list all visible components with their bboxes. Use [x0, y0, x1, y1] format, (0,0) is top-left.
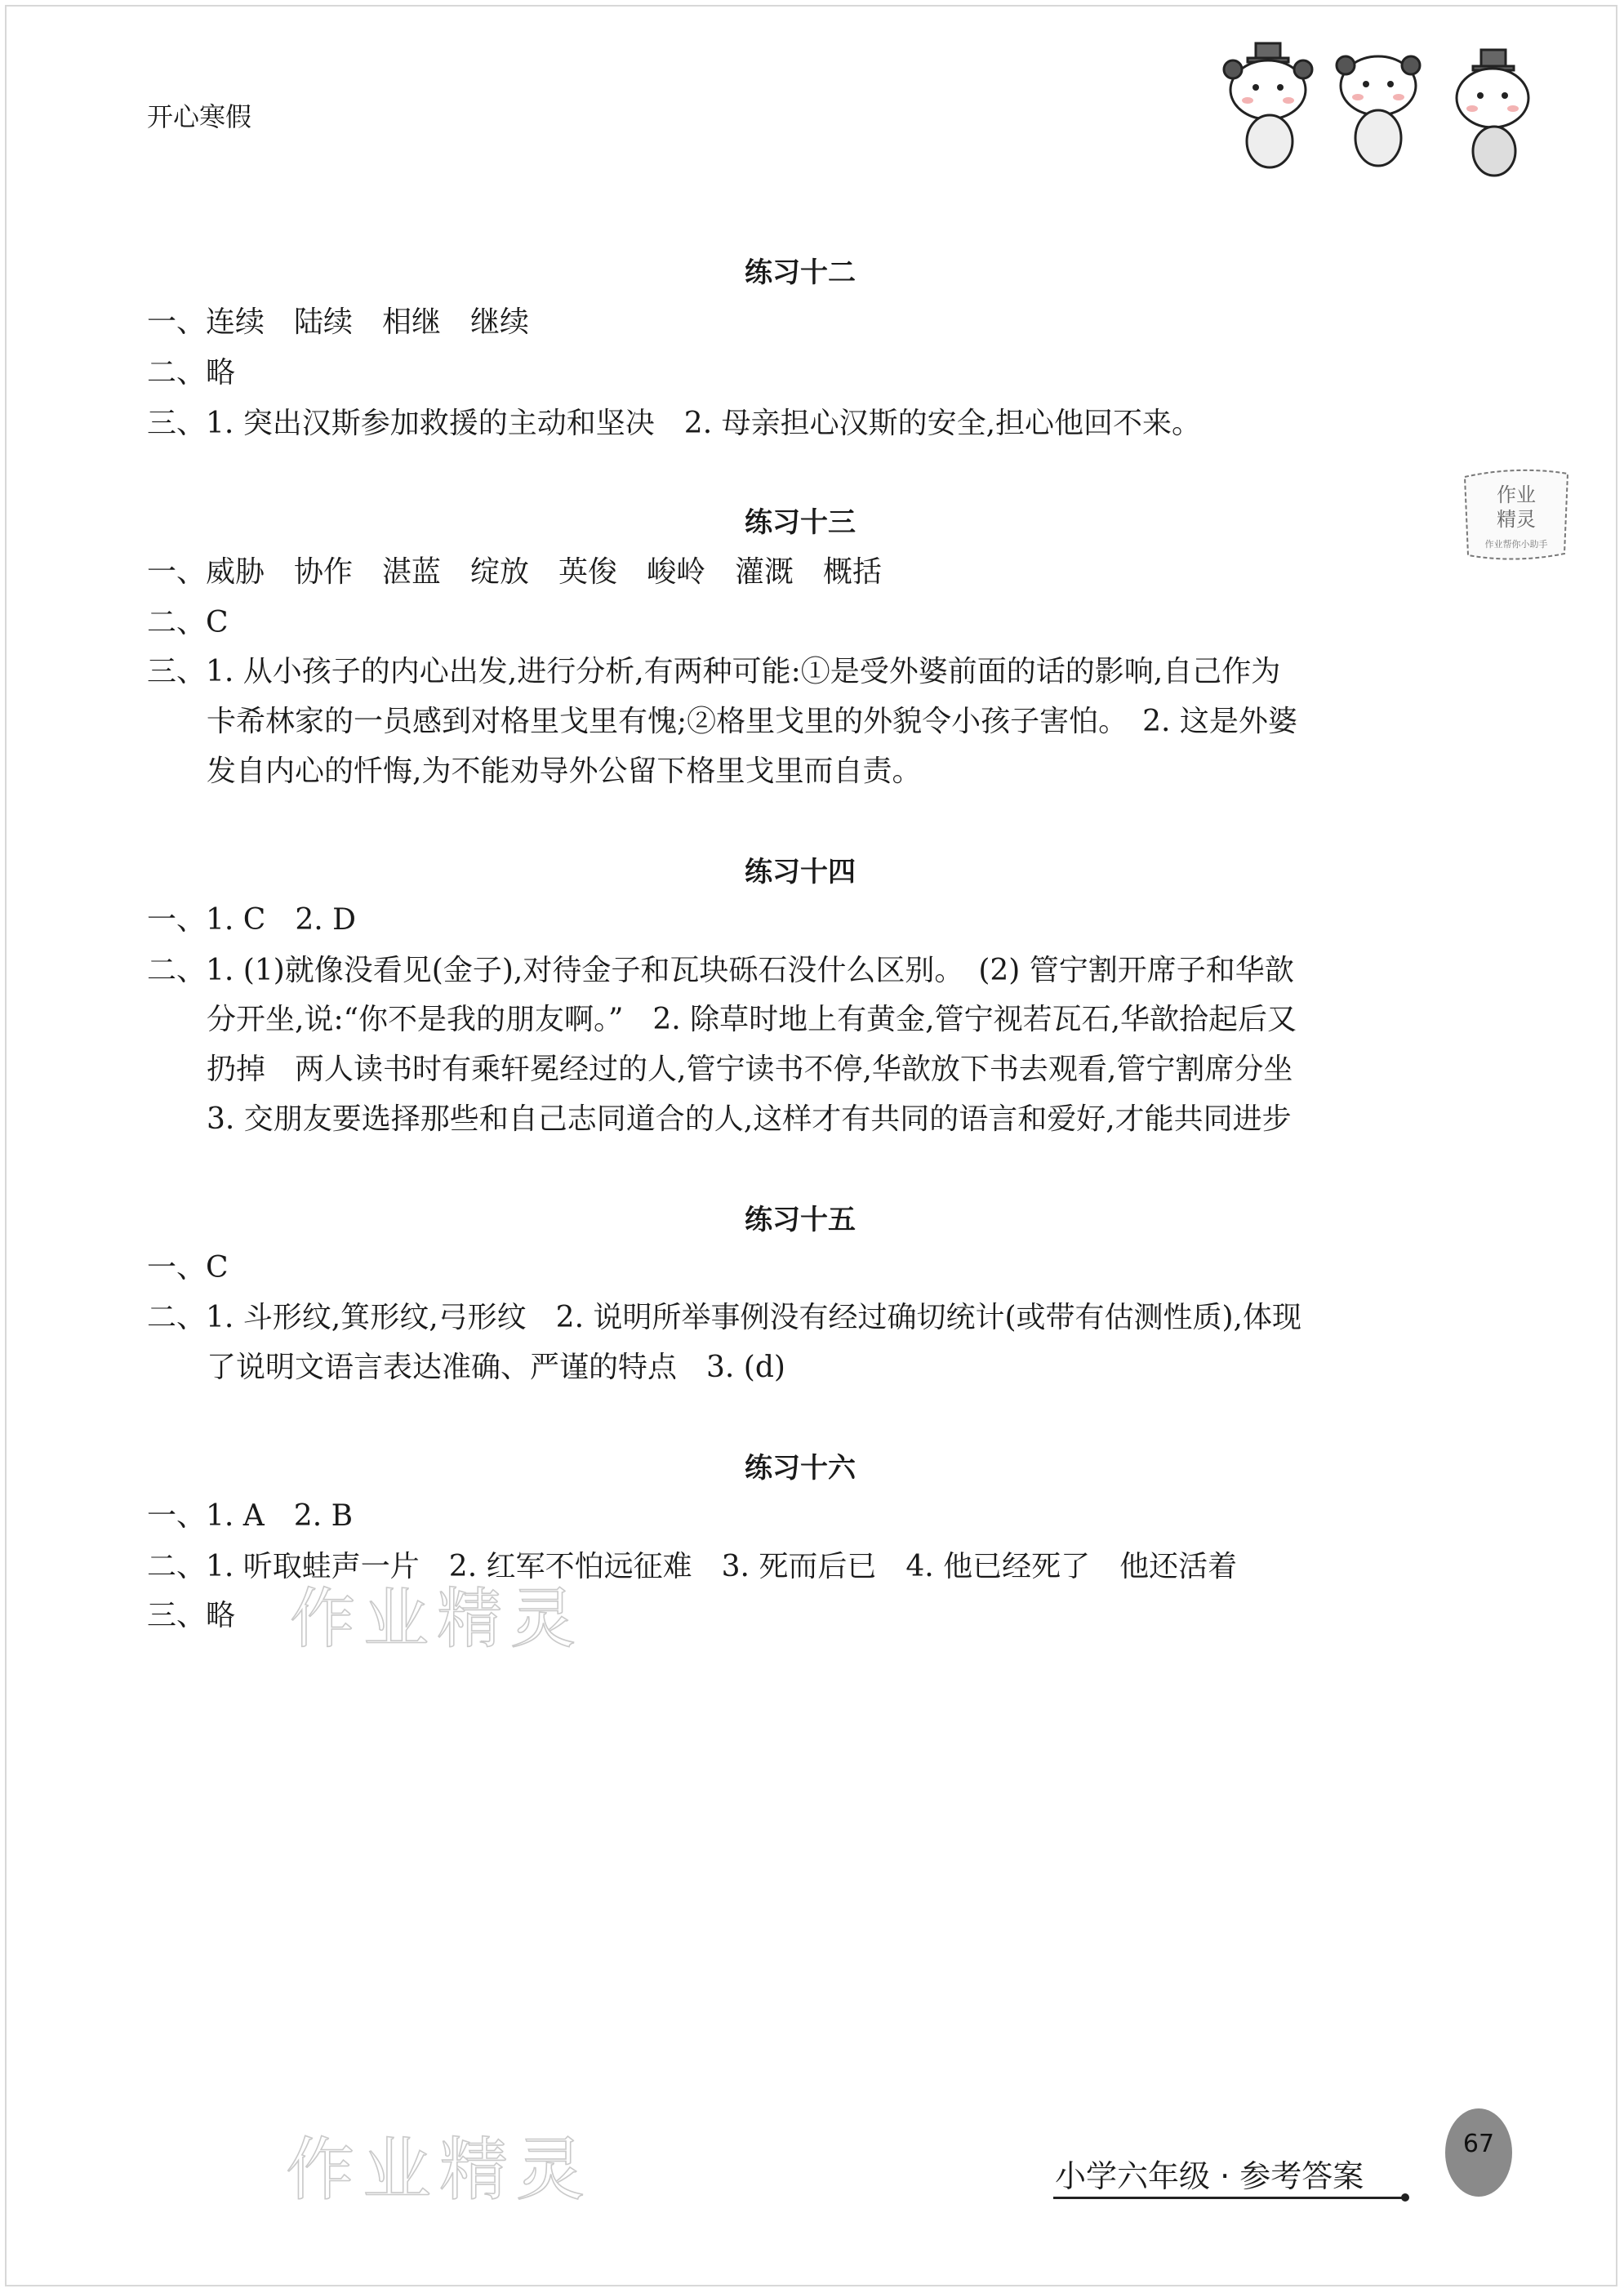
header-title: 开心寒假 — [147, 101, 252, 132]
svg-text:作业帮你小助手: 作业帮你小助手 — [1484, 539, 1548, 550]
watermark: 作业精灵 — [286, 2130, 594, 2210]
answer-line: 一、C — [147, 1251, 229, 1285]
answer-line: 发自内心的忏悔,为不能劝导外公留下格里戈里而自责。 — [207, 755, 922, 788]
answer-line: 二、C — [147, 606, 229, 639]
answer-line: 了说明文语言表达准确、严谨的特点 3. (d) — [207, 1351, 785, 1384]
svg-text:精灵: 精灵 — [1497, 508, 1536, 531]
footer-dot — [1401, 2193, 1409, 2202]
answer-line: 二、1. 斗形纹,箕形纹,弓形纹 2. 说明所举事例没有经过确切统计(或带有估测性质),体现 — [147, 1301, 1302, 1334]
answer-line: 3. 交朋友要选择那些和自己志同道合的人,这样才有共同的语言和爱好,才能共同进步 — [207, 1102, 1292, 1136]
answer-line: 扔掉 两人读书时有乘轩冕经过的人,管宁读书不停,华歆放下书去观看,管宁割席分坐 — [207, 1053, 1293, 1086]
answer-line: 卡希林家的一员感到对格里戈里有愧;②格里戈里的外貌令小孩子害怕。 2. 这是外婆 — [207, 705, 1297, 738]
page-number-badge — [1445, 2108, 1512, 2197]
section-title: 练习十四 — [745, 856, 856, 888]
footer-label: 小学六年级 · 参考答案 — [1055, 2158, 1364, 2194]
section-title: 练习十二 — [745, 256, 856, 289]
page-border — [5, 5, 1617, 2286]
section-title: 练习十六 — [745, 1452, 856, 1485]
answer-line: 一、1. A 2. B — [147, 1499, 354, 1533]
answer-line: 三、1. 突出汉斯参加救援的主动和坚决 2. 母亲担心汉斯的安全,担心他回不来。 — [147, 407, 1202, 440]
answer-line: 一、1. C 2. D — [147, 903, 356, 937]
answer-line: 三、1. 从小孩子的内心出发,进行分析,有两种可能:①是受外婆前面的话的影响,自己作为 — [147, 655, 1281, 688]
svg-text:作业: 作业 — [1497, 483, 1536, 506]
section-title: 练习十三 — [745, 506, 856, 539]
footer-rule — [1053, 2197, 1406, 2199]
answer-line: 二、1. 听取蛙声一片 2. 红军不怕远征难 3. 死而后已 4. 他已经死了 他还活着 — [147, 1550, 1238, 1583]
answer-line: 一、威胁 协作 湛蓝 绽放 英俊 峻岭 灌溉 概括 — [147, 555, 883, 589]
answer-line: 一、连续 陆续 相继 继续 — [147, 305, 530, 339]
bear-mascots-illustration — [1208, 37, 1551, 180]
answer-line: 三、略 — [147, 1599, 236, 1632]
section-title: 练习十五 — [745, 1204, 856, 1236]
answer-line: 二、1. (1)就像没看见(金子),对待金子和瓦块砾石没什么区别。 (2) 管宁割开席子和华歆 — [147, 954, 1294, 987]
answer-line: 二、略 — [147, 356, 236, 390]
page-number: 67 — [1462, 2130, 1495, 2158]
watermark: 作业精灵 — [290, 1581, 584, 1657]
answer-line: 分开坐,说:“你不是我的朋友啊。” 2. 除草时地上有黄金,管宁视若瓦石,华歆拾起后又 — [207, 1003, 1297, 1036]
